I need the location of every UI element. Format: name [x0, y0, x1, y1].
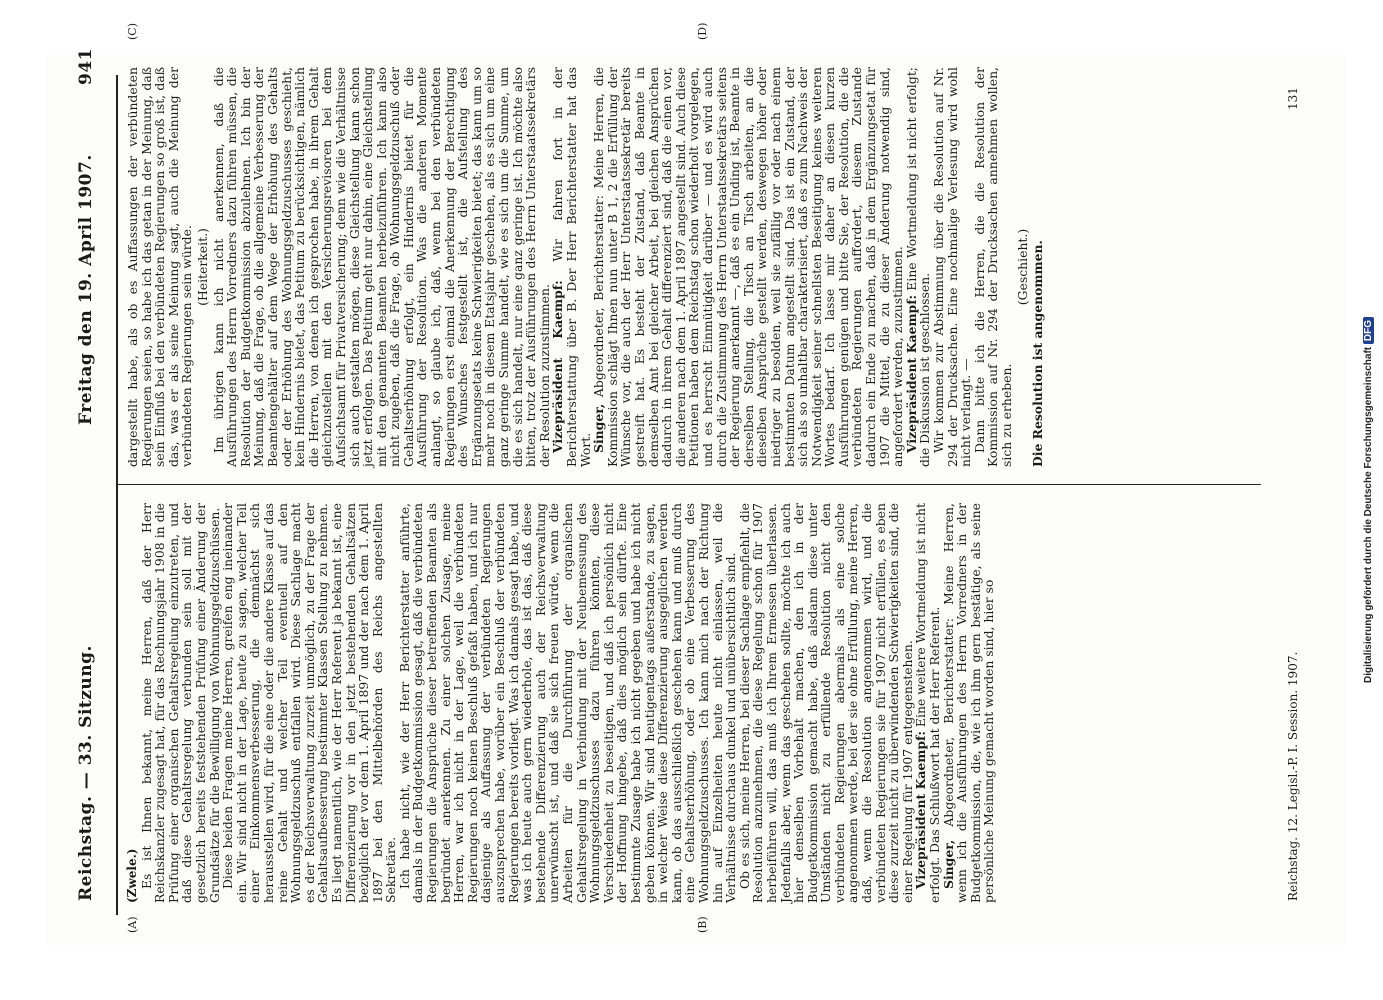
editorial-note: (Zwele.) — [125, 848, 139, 903]
speech-paragraph — [592, 67, 905, 467]
speech-paragraph — [551, 67, 592, 467]
speaker-name: Singer, — [940, 839, 956, 889]
interjection: (Heiterkeit.) — [194, 228, 210, 306]
speech-text: Abgeordneter, Berichterstatter: Meine Herren, die Kommission schlägt Ihnen nun unter B 1, 2 die Erfüllung der Wünsche vor, die auch der Herr Unterstaatssekretär bereits gestreift hat. Es besteht der Zustand, daß Beamte in demselben Amt bei gleicher Arbeit, bei gleichen Ansprüchen dadurch in ihrem Gehalt differenziert sind, daß die einen vor, die anderen nach dem 1. April 1897 angestellt sind. Auch diese Petitionen haben dem Reichstag schon wiederholt vorgelegen, und es herrscht Einmütigkeit darüber — und es wird auch durch die Zustimmung des Herrn Unterstaatssekretärs seitens der Regierung anerkannt —, daß es ein Unding ist, Beamte in derselben Stellung, die Tisch an Tisch arbeiten, an die dieselben Ansprüche gestellt werden, deswegen höher oder niedriger zu besolden, weil sie zufällig vor oder nach einem bestimmten Datum angestellt sind. Das ist ein Zustand, der sich als so unhaltbar charakterisiert, daß es zum Nachweis der Notwendigkeit seiner schnellsten Beseitigung keines weiteren Wortes bedarf. Ich lasse mir daher an diesen kurzen Ausführungen genügen und bitte Sie, der Resolution, die die verbündeten Regierungen auffordert, diesem Zustande dadurch ein Ende zu machen, daß in dem Ergänzungsetat für 1907 die Mittel, die zu dieser Änderung notwendig sind, angefordert werden, zuzustimmen. — [591, 67, 906, 467]
rotated-document-page — [46, 22, 1346, 945]
margin-mark-a: (A) — [126, 916, 139, 933]
column-divider — [116, 484, 1261, 485]
paragraph: Dann bitte ich die Herren, die die Resolution der Kommission auf Nr. 294 der Drucksachen annehmen wollen, sich zu erheben. — [971, 67, 1014, 467]
speech-text: Eine weitere Wortmeldung ist nicht erfolgt. Das Schlußwort hat der Herr Referent. — [913, 503, 943, 903]
speech-paragraph — [914, 503, 941, 903]
paragraph: Ob es sich, meine Herren, bei dieser Sachlage empfiehlt, die Resolution anzunehmen, die diese Regelung schon für 1907 herbeiführen will, das muß ich Ihrem Ermessen überlassen. Jedenfalls aber, wenn das geschehen sollte, möchte ich auch hier denselben Vorbehalt machen, den ich in der Budgetkommission gemacht habe, daß alsdann diese unter Umständen nicht zu erfüllende Resolution nicht den verbündeten Regierungen abermals als eine solche angenommen werde, bei der sie ohne Erfüllung, meine Herren, daß, wenn die Resolution angenommen wird, und die verbündeten Regierungen sie für 1907 nicht erfüllen, es eben diese zurzeit nicht zu überwindenden Schwierigkeiten sind, die einer Regelung für 1907 entgegenstehen. — [736, 503, 915, 903]
paragraph: Im übrigen kann ich nicht anerkennen, daß die Ausführungen des Herrn Vorredners dazu führen müssen, die Resolution der Budgetkommission abzulehnen. Ich bin der Meinung, daß die Frage, ob die allgemeine Verbesserung der Beamtengehälter auf dem Wege der Erhöhung des Gehalts oder der Erhöhung des Wohnungsgeldzuschusses geschieht, kein Hindernis bietet, das Petitum zu berücksichtigen, nämlich die Herren, von denen ich gesprochen habe, in ihrem Gehalt gleichzustellen mit den Versicherungsrevisoren bei dem Aufsichtsamt für Privatversicherung; denn wie die Verhältnisse sich auch gestalten mögen, diese Gleichstellung kann schon jetzt erfolgen. Das Petitum geht nur dahin, eine Gleichstellung mit den genannten Beamten herbeizuführen. Ich kann also nicht zugeben, daß die Frage, ob Wohnungsgeldzuschuß oder Gehaltserhöhung erfolgt, ein Hindernis bietet für die Ausführung der Resolution. Was die anderen Momente anlangt, so glaube ich, daß, wenn bei den verbündeten Regierungen erst einmal die Anerkennung der Berechtigung des Wunsches festgestellt ist, die Aufstellung des Ergänzungsetats keine Schwierigkeiten bietet; das kann um so mehr noch in diesem Etatsjahr geschehen, als es sich um eine ganz geringe Summe handelt, wie es sich um die Summe, um die es sich handelt, nur eine ganz geringe ist. Ich möchte also bitten, trotz der Ausführungen des Herrn Unterstaatssekretärs der Resolution zuzustimmen. — [210, 67, 552, 467]
signature-mark: 131 — [1286, 87, 1300, 110]
interjection: (Geschieht.) — [1014, 228, 1030, 306]
paragraph: Es ist Ihnen bekannt, meine Herren, daß der Herr Reichskanzler zugesagt hat, für das Rechnungsjahr 1908 in die Prüfung einer organischen Gehaltsregelung einzutreten, und daß diese Gehaltsregelung verbunden sein soll mit der gesetzlich bereits feststehenden Prüfung einer Änderung der Grundsätze für die Bewilligung von Wohnungsgeldzuschüssen. — [138, 503, 222, 903]
speech-text: Eine Wortmeldung ist nicht erfolgt; die Diskussion ist geschlossen. — [903, 67, 933, 467]
header-rule — [116, 75, 118, 915]
digitization-credit — [1363, 220, 1377, 780]
paragraph: Diese beiden Fragen meine Herren, greifen eng ineinander ein. Wir sind nicht in der Lage, heute zu sagen, welcher Teil einer Einkommensverbesserung, die demnächst sich herausstellen wird, für die eine oder die andere Klasse auf das reine Gehalt und welcher Teil eventuell auf den Wohnungsgeldzuschuß entfallen wird. Diese Sachlage macht es der Reichsverwaltung zurzeit unmöglich, zu der Frage der Gehaltsaufbesserung bestimmter Klassen Stellung zu nehmen. Es liegt namentlich, wie der Herr Referent ja bekannt ist, eine Differenzierung vor in den jetzt bestehenden Gehaltsätzen bezüglich der vor dem 1. April 1897 und der nach dem 1. April 1897 bei den Mittelbehörden des Reichs angestellten Sekretäre. — [220, 503, 399, 903]
speaker-name: Singer, — [591, 403, 607, 453]
margin-mark-d: (D) — [696, 22, 709, 40]
speaker-name: Vizepräsident Kaempf: — [903, 294, 919, 453]
margin-mark-b: (B) — [696, 916, 709, 933]
speech-paragraph — [942, 503, 996, 903]
speech-text: Wir fahren fort in der Berichterstattung über B. Der Herr Berichterstatter hat das Wort. — [550, 67, 593, 467]
dfg-logo-icon: DFG — [1363, 317, 1374, 344]
header-date: Freitag den 19. April 1907. — [76, 154, 96, 425]
running-header: Reichstag. — 33. Sitzung. — [76, 645, 96, 901]
paragraph: Wir kommen zur Abstimmung über die Resolution auf Nr. 294 der Drucksachen. Eine nochmalige Verlesung wird wohl nicht verlangt. — — [931, 67, 974, 467]
paragraph: dargestellt habe, als ob es Auffassungen der verbündeten Regierungen seien, so habe ich das getan in der Meinung, daß sein Einfluß bei den verbündeten Regierungen so groß ist, daß das, was er als seine Meinung sagt, auch die Meinung der verbündeten Regierungen sein würde. — [125, 67, 195, 467]
paragraph: Ich habe nicht, wie der Herr Berichterstatter anführte, damals in der Budgetkommission gesagt, daß die verbündeten Regierungen die Ansprüche dieser betreffenden Beamten als begründet anerkennen. Zu einer solchen Zusage, meine Herren, war ich nicht in der Lage, weil die verbündeten Regierungen noch keinen Beschluß gefaßt haben, und ich nur dasjenige als Auffassung der verbündeten Regierungen auszusprechen habe, worüber ein Beschluß der verbündeten Regierungen bereits vorliegt. Was ich damals gesagt habe, und was ich heute auch gern wiederhole, das ist das, daß diese bestehende Differenzierung auch der Reichsverwaltung unerwünscht ist, und daß sie sich freuen würde, wenn die Arbeiten für die Durchführung der organischen Gehaltsregelung in Verbindung mit der Neubemessung des Wohnungsgeldzuschusses dazu führen könnten, diese Verschiedenheit zu beseitigen, und daß ich persönlich nicht der Hoffnung hingebe, daß dies möglich sein dürfte. Eine bestimmte Zusage habe ich nicht gegeben und habe ich nicht geben können. Wir sind heutigentags außerstande, zu sagen, in welcher Weise diese Differenzierung ausgeglichen werden kann, ob das ausschließlich geschehen kann und muß durch eine Gehaltserhöhung, oder ob eine Verbesserung des Wohnungsgeldzuschusses. Ich kann mich nach der Richtung hin auf Einzelheiten heute nicht einlassen, weil die Verhältnisse durchaus dunkel und unübersichtlich sind. — [396, 503, 739, 903]
page-number: 941 — [76, 48, 96, 85]
left-column — [126, 503, 996, 903]
page-footer: Reichstag. 12. Legisl.-P. I. Session. 1907. — [1286, 651, 1300, 901]
speech-paragraph — [905, 67, 932, 467]
speech-text: Abgeordneter, Berichterstatter: Meine Herren, wenn ich die Ausführungen des Herrn Vorredners in der Budgetkommission, die, wie ich ihm gern bestätige, als seine persönliche Meinung gemacht worden sind, hier so — [940, 503, 997, 903]
credit-text: Digitalisierung gefördert durch die Deutsche Forschungsgemeinschaft — [1363, 346, 1374, 684]
result-line: Die Resolution ist angenommen. — [1030, 240, 1046, 467]
speaker-name: Vizepräsident Kaempf: — [913, 731, 929, 889]
speaker-name: Vizepräsident Kaempf: — [550, 280, 566, 453]
right-column — [126, 67, 1045, 467]
margin-mark-c: (C) — [126, 23, 139, 40]
